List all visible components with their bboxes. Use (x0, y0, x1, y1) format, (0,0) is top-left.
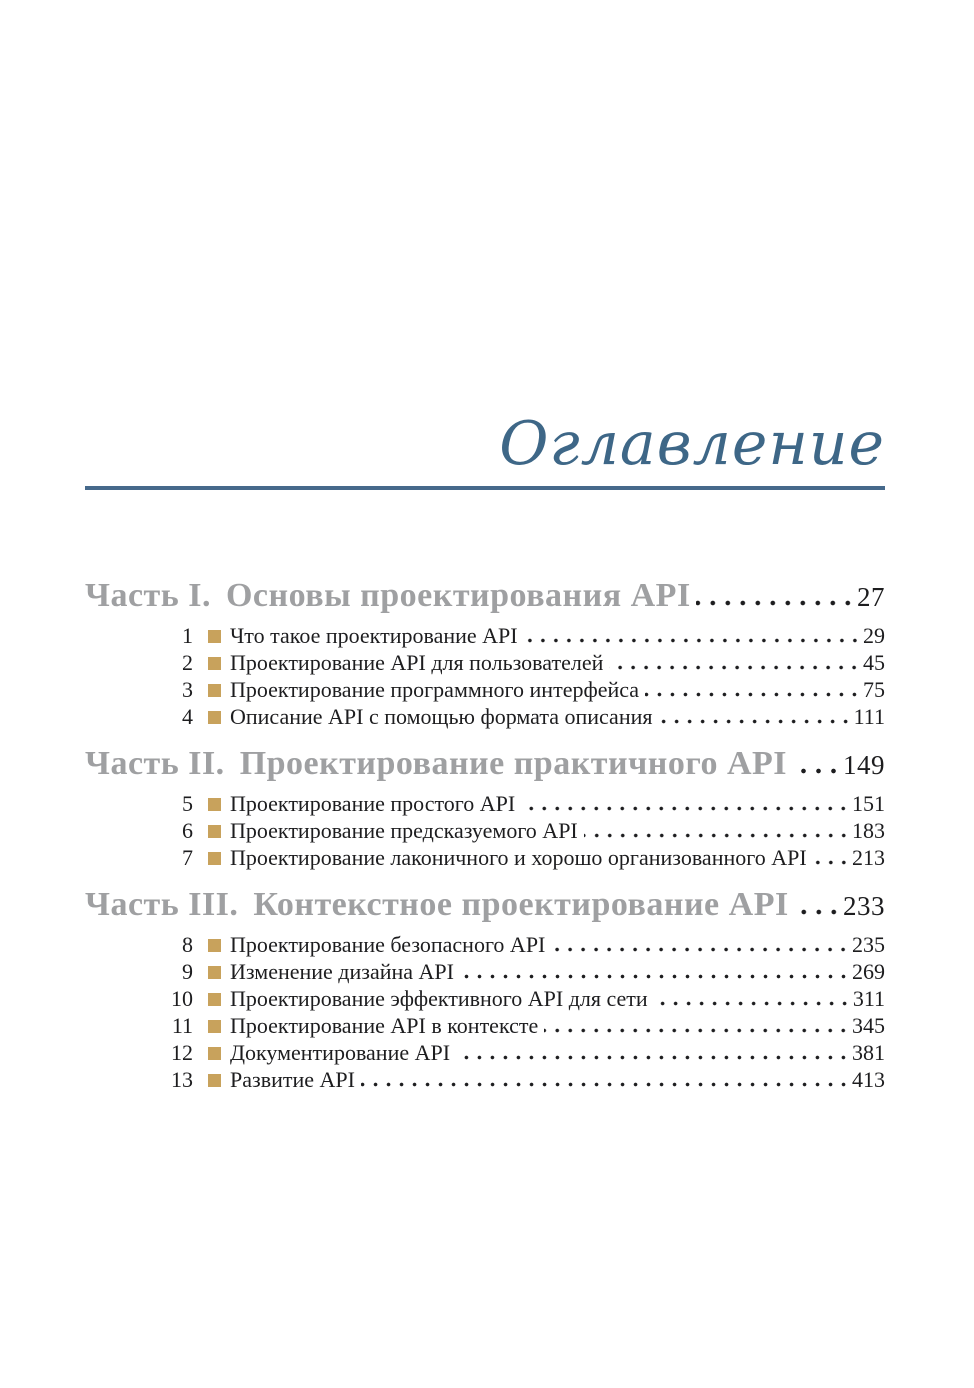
chapter-number: 13 (171, 1067, 193, 1092)
chapter-title: Проектирование простого API (230, 791, 516, 816)
square-bullet-icon (208, 825, 221, 838)
dot-leader (645, 692, 862, 697)
square-bullet-icon (208, 1047, 221, 1060)
chapter-page-number: 111 (853, 704, 885, 729)
chapter-row (85, 676, 885, 703)
dot-leader (361, 1082, 851, 1087)
chapter-title: Проектирование API для пользователей (230, 650, 604, 675)
dot-leader (456, 1055, 851, 1060)
toc (85, 576, 885, 1093)
chapter-page-number: 345 (852, 1013, 885, 1038)
dot-leader (813, 860, 851, 865)
dot-leader (460, 974, 851, 979)
chapter-row (85, 703, 885, 730)
part-label: Часть I. (85, 577, 211, 614)
chapter-title: Проектирование лаконичного и хорошо организованного API (230, 845, 807, 870)
square-bullet-icon (208, 966, 221, 979)
chapter-number: 4 (182, 704, 193, 729)
chapter-row (85, 985, 885, 1012)
part-title: Проектирование практичного API (239, 745, 787, 782)
chapter-page-number: 151 (852, 791, 885, 816)
chapter-number: 5 (182, 791, 193, 816)
square-bullet-icon (208, 1074, 221, 1087)
chapter-number: 3 (182, 677, 193, 702)
chapter-row (85, 1012, 885, 1039)
dot-leader (696, 600, 856, 606)
chapter-row (85, 844, 885, 871)
toc-part (85, 885, 885, 1093)
chapter-title: Описание API с помощью формата описания (230, 704, 653, 729)
chapter-number: 7 (182, 845, 193, 870)
square-bullet-icon (208, 939, 221, 952)
chapter-title: Развитие API (230, 1067, 355, 1092)
chapter-title: Что такое проектирование API (230, 623, 518, 648)
chapter-row (85, 958, 885, 985)
chapter-page-number: 29 (863, 623, 885, 648)
chapter-page-number: 413 (852, 1067, 885, 1092)
part-heading (85, 744, 885, 785)
chapter-number: 9 (182, 959, 193, 984)
chapter-row (85, 649, 885, 676)
chapter-number: 8 (182, 932, 193, 957)
part-heading (85, 576, 885, 617)
toc-part (85, 576, 885, 730)
chapter-row (85, 1039, 885, 1066)
dot-leader (792, 768, 842, 774)
dot-leader (551, 947, 851, 952)
chapter-number: 2 (182, 650, 193, 675)
chapter-row (85, 931, 885, 958)
dot-leader (659, 719, 853, 724)
part-page-number: 27 (857, 582, 885, 612)
dot-leader (521, 806, 851, 811)
square-bullet-icon (208, 711, 221, 724)
chapter-page-number: 269 (852, 959, 885, 984)
chapter-title: Проектирование API в контексте (230, 1013, 539, 1038)
dot-leader (544, 1028, 851, 1033)
chapter-page-number: 213 (852, 845, 885, 870)
part-title: Контекстное проектирование API (253, 886, 789, 923)
chapter-page-number: 75 (863, 677, 885, 702)
chapter-title: Документирование API (230, 1040, 451, 1065)
dot-leader (654, 1001, 852, 1006)
chapter-title: Проектирование предсказуемого API (230, 818, 578, 843)
chapter-row (85, 622, 885, 649)
chapter-page-number: 183 (852, 818, 885, 843)
chapter-title: Изменение дизайна API (230, 959, 454, 984)
square-bullet-icon (208, 993, 221, 1006)
chapter-page-number: 311 (852, 986, 885, 1011)
square-bullet-icon (208, 798, 221, 811)
chapter-page-number: 235 (852, 932, 885, 957)
chapter-title: Проектирование эффективного API для сети (230, 986, 648, 1011)
dot-leader (584, 833, 851, 838)
chapter-list (85, 790, 885, 871)
chapter-row (85, 1066, 885, 1093)
chapter-row (85, 817, 885, 844)
square-bullet-icon (208, 1020, 221, 1033)
chapter-row (85, 790, 885, 817)
chapter-number: 1 (182, 623, 193, 648)
part-heading (85, 885, 885, 926)
chapter-number: 10 (171, 986, 193, 1011)
square-bullet-icon (208, 630, 221, 643)
dot-leader (524, 638, 862, 643)
square-bullet-icon (208, 852, 221, 865)
chapter-list (85, 622, 885, 730)
chapter-number: 11 (171, 1013, 193, 1038)
chapter-number: 6 (182, 818, 193, 843)
chapter-list (85, 931, 885, 1093)
part-page-number: 233 (843, 891, 885, 921)
square-bullet-icon (208, 684, 221, 697)
page-title: Оглавление (499, 409, 885, 479)
square-bullet-icon (208, 657, 221, 670)
part-label: Часть II. (85, 745, 225, 782)
chapter-page-number: 381 (852, 1040, 885, 1065)
title-rule (85, 486, 885, 490)
dot-leader (609, 665, 862, 670)
part-label: Часть III. (85, 886, 239, 923)
dot-leader (794, 909, 842, 915)
part-title: Основы проектирования API (225, 577, 691, 614)
chapter-page-number: 45 (863, 650, 885, 675)
toc-part (85, 744, 885, 871)
chapter-number: 12 (171, 1040, 193, 1065)
chapter-title: Проектирование безопасного API (230, 932, 546, 957)
chapter-title: Проектирование программного интерфейса (230, 677, 640, 702)
part-page-number: 149 (843, 750, 885, 780)
